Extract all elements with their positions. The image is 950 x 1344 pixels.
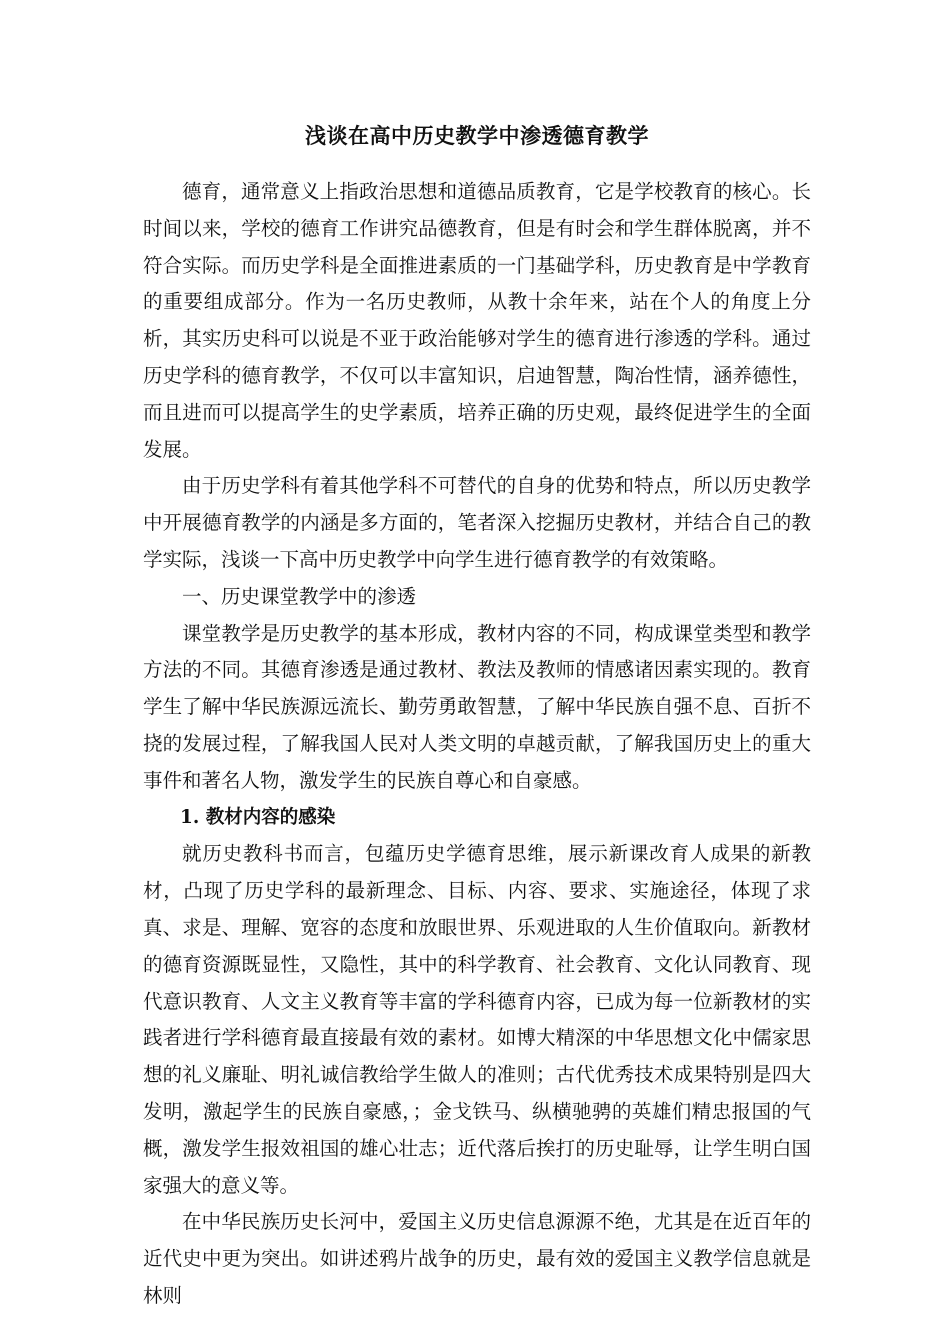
- document-page: [143, 116, 811, 1315]
- paragraph-intro: 德育，通常意义上指政治思想和道德品质教育，它是学校教育的核心。长时间以来，学校的德育工作讲究品德教育，但是有时会和学生群体脱离，并不符合实际。而历史学科是全面推进素质的一门基础学科，历史教育是中学教育的重要组成部分。作为一名历史教师，从教十余年来，站在个人的角度上分析，其实历史科可以说是不亚于政治能够对学生的德育进行渗透的学科。通过历史学科的德育教学，不仅可以丰富知识，启迪智慧，陶冶性情，涵养德性，而且进而可以提高学生的史学素质，培养正确的历史观，最终促进学生的全面发展。: [143, 180, 811, 461]
- section-heading-1: 一、历史课堂教学中的渗透: [182, 584, 417, 608]
- paragraph-purpose: 由于历史学科有着其他学科不可替代的自身的优势和特点，所以历史教学中开展德育教学的内涵是多方面的，笔者深入挖掘历史教材，并结合自己的教学实际，浅谈一下高中历史教学中向学生进行德育教学的有效策略。: [143, 474, 811, 571]
- subsection-heading-1: 1. 教材内容的感染: [180, 806, 336, 828]
- document-title: 浅谈在高中历史教学中渗透德育教学: [305, 123, 649, 148]
- paragraph-textbook: 就历史教科书而言，包蕴历史学德育思维，展示新课改育人成果的新教材，凸现了历史学科的最新理念、目标、内容、要求、实施途径，体现了求真、求是、理解、宽容的态度和放眼世界、乐观进取的人生价值取向。新教材的德育资源既显性，又隐性，其中的科学教育、社会教育、文化认同教育、现代意识教育、人文主义教育等丰富的学科德育内容，已成为每一位新教材的实践者进行学科德育最直接最有效的素材。如博大精深的中华思想文化中儒家思想的礼义廉耻、明礼诚信教给学生做人的准则；古代优秀技术成果特别是四大发明，激起学生的民族自豪感，；金戈铁马、纵横驰骋的英雄们精忠报国的气概，激发学生报效祖国的雄心壮志；近代落后挨打的历史耻辱，让学生明白国家强大的意义等。: [143, 842, 811, 1197]
- paragraph-patriotism: 在中华民族历史长河中，爱国主义历史信息源源不绝，尤其是在近百年的近代史中更为突出。如讲述鸦片战争的历史，最有效的爱国主义教学信息就是林则: [143, 1210, 811, 1307]
- paragraph-classroom: 课堂教学是历史教学的基本形成，教材内容的不同，构成课堂类型和教学方法的不同。其德育渗透是通过教材、教法及教师的情感诸因素实现的。教育学生了解中华民族源远流长、勤劳勇敢智慧，了解中华民族自强不息、百折不挠的发展过程，了解我国人民对人类文明的卓越贡献，了解我国历史上的重大事件和著名人物，激发学生的民族自尊心和自豪感。: [143, 621, 811, 792]
